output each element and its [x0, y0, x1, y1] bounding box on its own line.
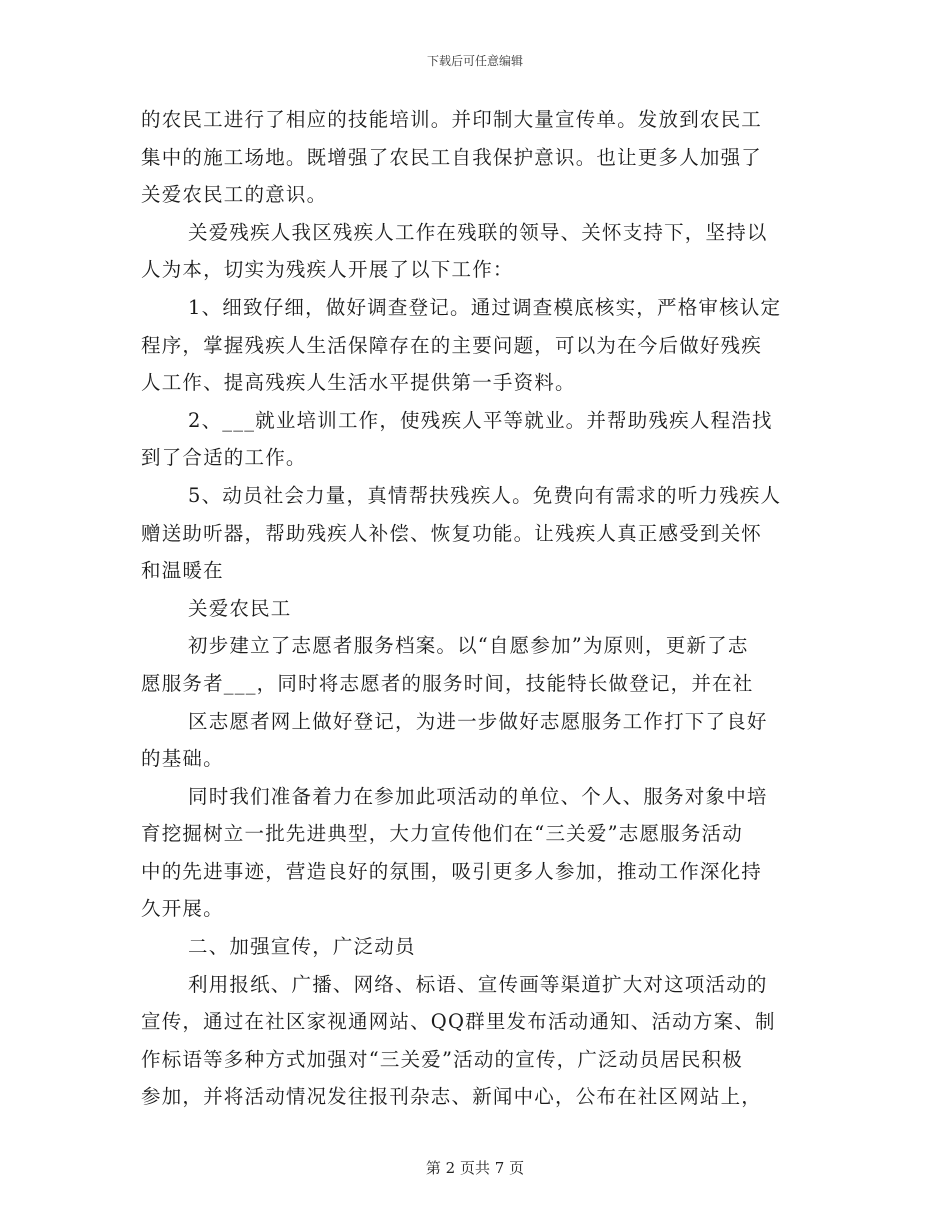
text-line: 赠送助听器，帮助残疾人补偿、恢复功能。让残疾人真正感受到关怀 [141, 521, 763, 545]
document-body [141, 101, 811, 1116]
text-line: 初步建立了志愿者服务档案。以“自愿参加”为原则，更新了志 [188, 634, 749, 658]
text-line: 关爱残疾人我区残疾人工作在残联的领导、关怀支持下，坚持以 [188, 220, 768, 244]
text-line: 程序，掌握残疾人生活保障存在的主要问题，可以为在今后做好残疾 [141, 333, 763, 357]
text-line: 5、动员社会力量，真情帮扶残疾人。免费向有需求的听力残疾人 [188, 483, 782, 507]
page-header: 下载后可任意编辑 [426, 54, 523, 68]
text-line: 参加，并将活动情况发往报刊杂志、新闻中心，公布在社区网站上， [141, 1085, 763, 1109]
text-line: 同时我们准备着力在参加此项活动的单位、个人、服务对象中培 [188, 784, 768, 808]
text-line: 集中的施工场地。既增强了农民工自我保护意识。也让更多人加强了 [141, 145, 763, 169]
text-line: 作标语等多种方式加强对“三关爱”活动的宣传，广泛动员居民积极 [141, 1047, 743, 1071]
text-line: 人为本，切实为残疾人开展了以下工作： [141, 258, 514, 282]
text-line: 1、细致仔细，做好调查登记。通过调查模底核实，严格审核认定 [188, 295, 782, 319]
text-line: 2、___就业培训工作，使残疾人平等就业。并帮助残疾人程浩找 [188, 408, 773, 432]
text-line: 到了合适的工作。 [141, 446, 307, 470]
text-line: 愿服务者___，同时将志愿者的服务时间，技能特长做登记，并在社 [141, 671, 754, 695]
page-footer: 第 2 页共 7 页 [425, 1159, 525, 1177]
text-line: 关爱农民工 [188, 596, 292, 620]
text-line: 和温暖在 [141, 559, 224, 583]
text-line: 区志愿者网上做好登记，为进一步做好志愿服务工作打下了良好 [188, 709, 768, 733]
text-line: 利用报纸、广播、网络、标语、宣传画等渠道扩大对这项活动的 [188, 972, 768, 996]
text-line: 宣传，通过在社区家视通网站、QQ群里发布活动通知、活动方案、制 [141, 1010, 776, 1034]
text-line: 关爱农民工的意识。 [141, 183, 328, 207]
text-line: 育挖掘树立一批先进典型，大力宣传他们在“三关爱”志愿服务活动 [141, 822, 743, 846]
text-line: 的农民工进行了相应的技能培训。并印制大量宣传单。发放到农民工 [141, 108, 763, 131]
text-line: 中的先进事迹，营造良好的氛围，吸引更多人参加，推动工作深化持 [141, 859, 763, 883]
text-line: 久开展。 [141, 897, 224, 921]
text-line: 二、加强宣传，广泛动员 [188, 935, 416, 959]
text-line: 人工作、提高残疾人生活水平提供第一手资料。 [141, 371, 576, 395]
text-line: 的基础。 [141, 747, 224, 771]
